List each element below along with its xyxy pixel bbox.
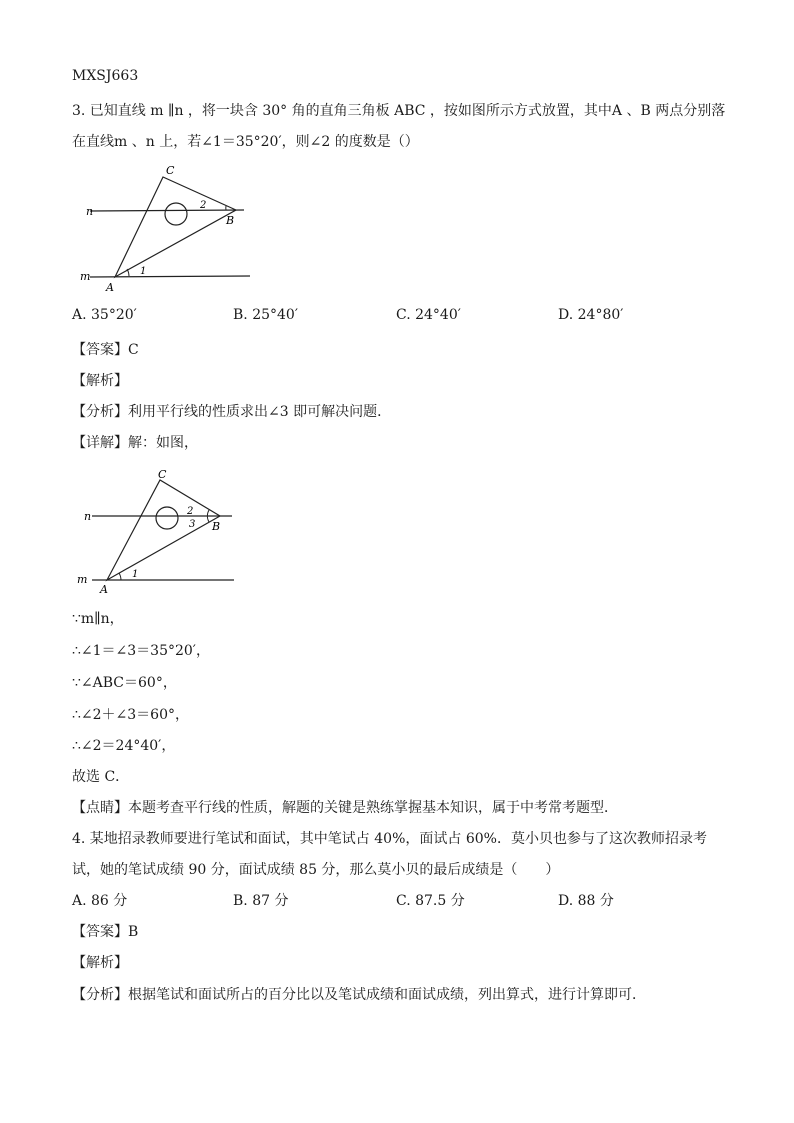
q3-option-a: A. 35°20′ [72, 307, 137, 323]
q3-step-4: ∴∠2＋∠3＝60°， [72, 707, 189, 723]
triangle-hole [165, 203, 187, 225]
q3-step-3: ∵∠ABC＝60°， [72, 675, 177, 691]
q3-step-5: ∴∠2＝24°40′， [72, 738, 176, 754]
doc-id: MXSJ663 [72, 68, 139, 84]
q3-option-d: D. 24°80′ [558, 307, 624, 323]
line-m [90, 276, 250, 277]
q4-option-a: A. 86 分 [72, 893, 128, 909]
q4-fenxi: 【分析】根据笔试和面试所占的百分比以及笔试成绩和面试成绩，列出算式，进行计算即可． [72, 987, 646, 1003]
q3-step-6: 故选 C． [72, 769, 130, 785]
q4-option-d: D. 88 分 [558, 893, 614, 909]
angle-arc-1 [119, 573, 121, 580]
q3-answer: 【答案】C [72, 342, 139, 358]
q3-step-2: ∴∠1＝∠3＝35°20′， [72, 643, 210, 659]
q3-xiangjie: 【详解】解：如图， [72, 435, 198, 451]
line-n [90, 210, 244, 211]
q3-figure-solution [74, 468, 249, 598]
q3-dianjing: 【点睛】本题考查平行线的性质，解题的关键是熟练掌握基本知识，属于中考常考题型． [72, 800, 618, 816]
q3-analysis-heading: 【解析】 [72, 373, 128, 389]
label-b: B [212, 520, 221, 533]
label-a: A [100, 583, 108, 596]
label-c: C [158, 468, 167, 481]
triangle-abc [115, 177, 236, 277]
q4-option-b: B. 87 分 [233, 893, 289, 909]
q3-fenxi: 【分析】利用平行线的性质求出∠3 即可解决问题． [72, 404, 392, 420]
label-angle-3: 3 [189, 519, 196, 530]
label-m: m [77, 573, 88, 586]
q3-option-b: B. 25°40′ [233, 307, 298, 323]
label-n: n [84, 510, 92, 523]
label-angle-1: 1 [140, 266, 147, 277]
q4-option-c: C. 87.5 分 [396, 893, 465, 909]
label-c: C [166, 164, 175, 177]
q3-stem-line1: 3. 已知直线 m ∥n ，将一块含 30° 角的直角三角板 ABC ，按如图所示方式放置，其中A 、B 两点分别落 [72, 103, 726, 119]
label-m: m [80, 270, 91, 283]
q4-stem-line1: 4. 某地招录教师要进行笔试和面试，其中笔试占 40%，面试占 60%．莫小贝也参与了这次教师招录考 [72, 831, 707, 847]
q3-stem-line2: 在直线m 、n 上，若∠1＝35°20′，则∠2 的度数是（） [72, 134, 419, 150]
label-n: n [86, 205, 94, 218]
q3-step-1: ∵m∥n， [72, 611, 124, 627]
q4-analysis-heading: 【解析】 [72, 955, 128, 971]
label-a: A [106, 281, 114, 294]
q3-option-c: C. 24°40′ [396, 307, 461, 323]
label-angle-2: 2 [187, 506, 194, 517]
label-b: B [226, 214, 235, 227]
q4-stem-line2: 试，她的笔试成绩 90 分，面试成绩 85 分，那么莫小贝的最后成绩是（ ） [72, 862, 560, 878]
triangle-hole [156, 507, 178, 529]
label-angle-1: 1 [132, 569, 139, 580]
triangle-abc [107, 480, 220, 580]
q4-answer: 【答案】B [72, 924, 139, 940]
q3-figure-original [76, 156, 266, 296]
label-angle-2: 2 [200, 200, 207, 211]
